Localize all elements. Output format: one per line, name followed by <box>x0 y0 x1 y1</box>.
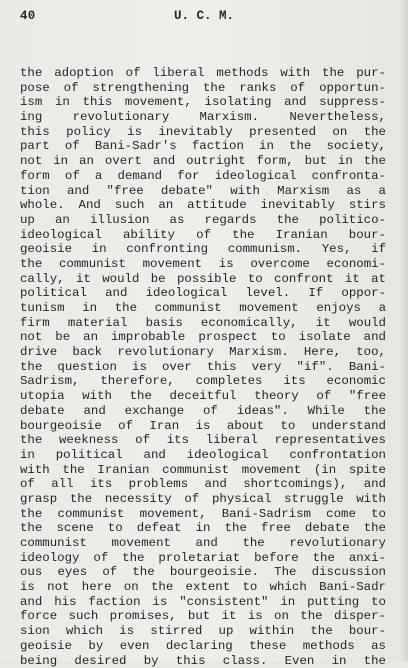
text-line: bourgeoisie of Iran is about to understand <box>20 419 386 434</box>
text-line: sion which is stirred up within the bour- <box>20 624 386 639</box>
page-edge-shadow <box>400 0 408 661</box>
text-line: firm material basis economically, it would <box>20 316 386 331</box>
text-line: the adoption of liberal methods with the pur- <box>20 66 386 81</box>
text-line: form of a demand for ideological confronta- <box>20 169 386 184</box>
text-line: ous eyes of the bourgeoisie. The discussion <box>20 565 386 580</box>
text-line: whole. And such an attitude inevitably stirs <box>20 198 386 213</box>
text-line: ing revolutionary Marxism. Nevertheless, <box>20 110 386 125</box>
running-head: U. C. M. <box>0 9 408 23</box>
text-line: up an illusion as regards the politico- <box>20 213 386 228</box>
text-line: drive back revolutionary Marxism. Here, too, <box>20 345 386 360</box>
text-line: tunism in the communist movement enjoys a <box>20 301 386 316</box>
text-line: the weekness of its liberal representatives <box>20 433 386 448</box>
text-line: debate and exchange of ideas". While the <box>20 404 386 419</box>
text-line: with the Iranian communist movement (in spite <box>20 463 386 478</box>
text-line: ism in this movement, isolating and suppress- <box>20 95 386 110</box>
text-line: political and ideological level. If oppor- <box>20 286 386 301</box>
text-line: the communist movement is overcome economi- <box>20 257 386 272</box>
text-line: the question is over this very "if". Bani- <box>20 360 386 375</box>
text-line: this policy is inevitably presented on the <box>20 125 386 140</box>
page-number: 40 <box>20 9 36 23</box>
text-line: utopia with the deceitful theory of "free <box>20 389 386 404</box>
text-line: ideological ability of the Iranian bour- <box>20 228 386 243</box>
text-line: communist movement and the revolutionary <box>20 536 386 551</box>
text-line: and his faction is "consistent" in putting to <box>20 595 386 610</box>
text-line: not be an improbable prospect to isolate and <box>20 330 386 345</box>
text-line: being desired by this class. Even in the <box>20 654 386 668</box>
text-line: geoisie by even declaring these methods as <box>20 639 386 654</box>
text-line: Sadrism, therefore, completes its economic <box>20 374 386 389</box>
text-line: part of Bani-Sadr's faction in the society, <box>20 139 386 154</box>
text-line: the communist movement, Bani-Sadrism come to <box>20 507 386 522</box>
text-line: not in an overt and outright form, but in the <box>20 154 386 169</box>
text-line: geoisie in confronting communism. Yes, if <box>20 242 386 257</box>
text-line: of all its problems and shortcomings), and <box>20 477 386 492</box>
text-line: pose of strengthening the ranks of opportun- <box>20 81 386 96</box>
text-line: is not here on the extent to which Bani-Sadr <box>20 580 386 595</box>
text-line: in political and ideological confrontation <box>20 448 386 463</box>
body-text <box>20 66 386 668</box>
text-line: ideology of the proletariat before the anxi- <box>20 551 386 566</box>
text-line: tion and "free debate" with Marxism as a <box>20 184 386 199</box>
text-line: force such promises, but it is on the disper- <box>20 609 386 624</box>
text-line: cally, it would be possible to confront it at <box>20 272 386 287</box>
text-line: the scene to defeat in the free debate the <box>20 521 386 536</box>
text-line: grasp the necessity of physical struggle with <box>20 492 386 507</box>
